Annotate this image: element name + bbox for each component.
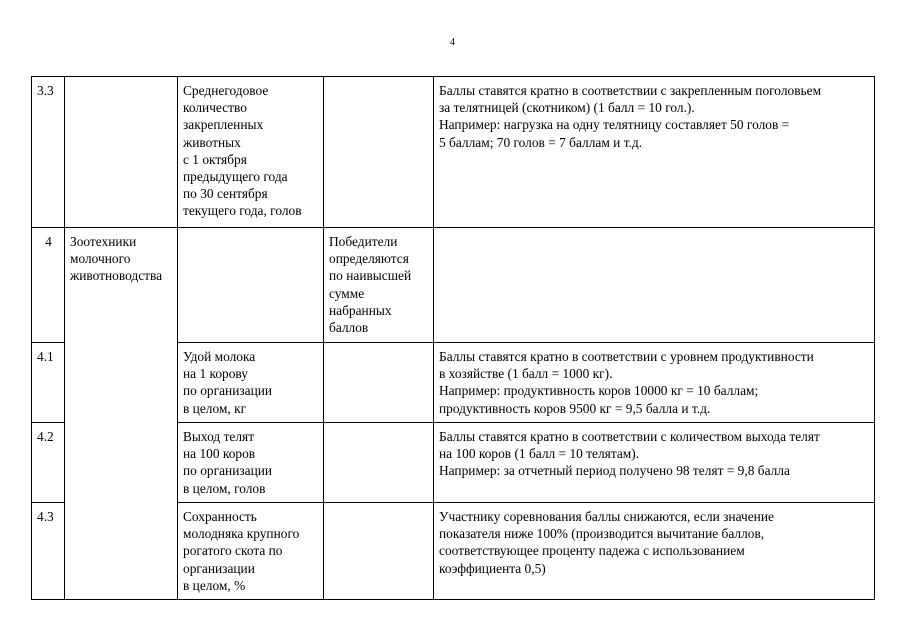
scoring-cell [434,423,875,503]
indicator-line: рогатого скота по [183,543,283,559]
winner-rule-line: набранных [329,302,392,318]
category-line: молочного [70,251,131,267]
scoring-line: за телятницей (скотником) (1 балл = 10 гол.). [439,100,695,116]
winner-rule-line: определяются [329,251,409,267]
indicator-line: предыдущего года [183,169,288,185]
indicator-cell [178,423,324,503]
indicator-line: в целом, голов [183,480,266,496]
winner-rule-cell [324,228,434,343]
scoring-line: соответствующее проценту падежа с использованием [439,543,745,559]
page-number: 4 [450,37,455,48]
indicator-line: организации [183,560,255,576]
row-number-cell: 4 [32,228,65,343]
scoring-line: продуктивность коров 9500 кг = 9,5 балла и т.д. [439,400,711,416]
scoring-line: показателя ниже 100% (производится вычитание баллов, [439,526,765,542]
row-number-cell: 4.1 [32,343,65,423]
indicator-cell [178,77,324,228]
winner-rule-cell [324,423,434,503]
indicator-cell [178,503,324,600]
scoring-line: в хозяйстве (1 балл = 1000 кг). [439,366,613,382]
indicator-cell [178,343,324,423]
winner-rule-line: баллов [329,320,369,336]
row-number-cell: 4.2 [32,423,65,503]
indicator-line: Сохранность [183,509,257,524]
scoring-line: Например: нагрузка на одну телятницу составляет 50 голов = [439,117,790,133]
winner-rule-line: по наивысшей [329,268,412,284]
indicator-line: Выход телят [183,429,255,444]
indicator-line: Среднегодовое [183,83,269,98]
indicator-line: закрепленных [183,117,264,133]
scoring-line: на 100 коров (1 балл = 10 телятам). [439,446,640,462]
winner-rule-cell [324,77,434,228]
indicator-line: текущего года, голов [183,203,302,219]
indicator-line: количество [183,100,247,116]
scoring-line: Баллы ставятся кратно в соответствии с закрепленным поголовьем [439,83,822,98]
category-cell [65,228,178,600]
row-number-cell: 3.3 [32,77,65,228]
winner-rule-line: Победители [329,234,398,249]
category-line: животноводства [70,268,163,284]
indicator-line: по 30 сентября [183,186,268,202]
indicator-line: по организации [183,463,273,479]
indicator-line: с 1 октября [183,151,247,167]
winner-rule-cell [324,343,434,423]
scoring-line: Участнику соревнования баллы снижаются, если значение [439,509,774,524]
indicator-line: молодняка крупного [183,526,300,542]
scoring-line: Баллы ставятся кратно в соответствии с уровнем продуктивности [439,349,814,364]
scoring-cell [434,77,875,228]
scoring-line: 5 баллам; 70 голов = 7 баллам и т.д. [439,134,643,150]
winner-rule-cell [324,503,434,600]
scoring-line: Например: продуктивность коров 10000 кг = 10 баллам; [439,383,759,399]
scoring-line: коэффициента 0,5) [439,560,546,576]
indicator-line: в целом, % [183,577,246,593]
row-number-cell: 4.3 [32,503,65,600]
indicator-line: животных [183,134,241,150]
scoring-line: Например: за отчетный период получено 98 телят = 9,8 балла [439,463,790,479]
category-cell [65,77,178,228]
indicator-line: по организации [183,383,273,399]
table-row-3-3 [32,77,875,228]
indicator-line: в целом, кг [183,400,247,416]
winner-rule-line: сумме [329,285,365,301]
criteria-table [31,76,875,600]
indicator-cell [178,228,324,343]
scoring-cell [434,503,875,600]
category-line: Зоотехники [70,234,137,249]
indicator-line: на 1 корову [183,366,248,382]
indicator-line: Удой молока [183,349,256,364]
scoring-cell [434,343,875,423]
table-row-4 [32,228,875,343]
scoring-cell [434,228,875,343]
indicator-line: на 100 коров [183,446,256,462]
scoring-line: Баллы ставятся кратно в соответствии с количеством выхода телят [439,429,820,444]
